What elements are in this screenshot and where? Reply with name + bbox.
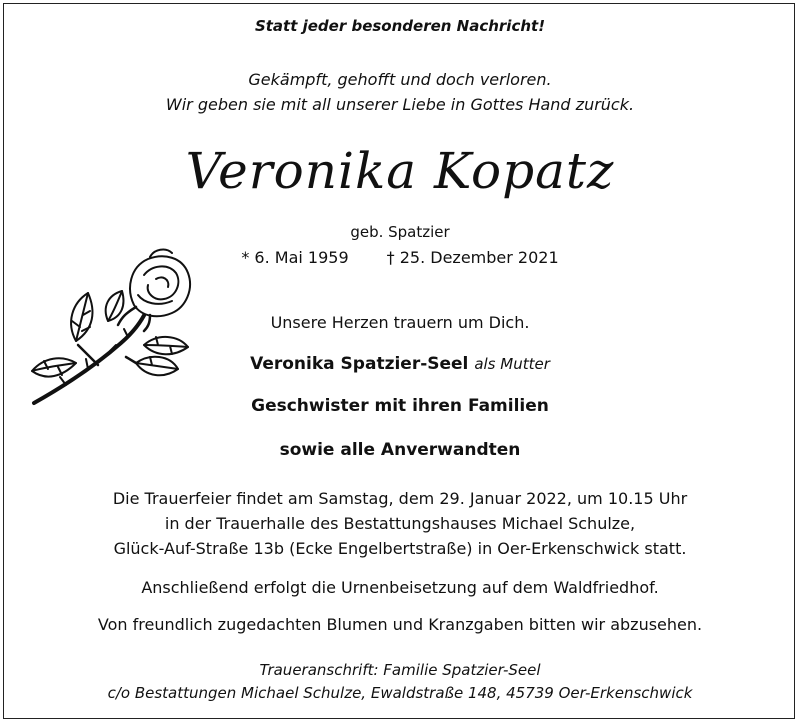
- mourning-address-line-2: c/o Bestattungen Michael Schulze, Ewaldstraße 148, 45739 Oer-Erkenschwick: [107, 684, 693, 702]
- verse-line-2: Wir geben sie mit all unserer Liebe in Gottes Hand zurück.: [165, 95, 635, 114]
- funeral-line-3: Glück-Auf-Straße 13b (Ecke Engelbertstraße) in Oer-Erkenschwick statt.: [113, 539, 687, 558]
- mourning-address-line-1: Traueranschrift: Familie Spatzier-Seel: [259, 661, 541, 679]
- mourner-siblings: Geschwister mit ihren Familien: [251, 396, 549, 416]
- death-date: † 25. Dezember 2021: [386, 248, 559, 267]
- funeral-line-1: Die Trauerfeier findet am Samstag, dem 29. Januar 2022, um 10.15 Uhr: [112, 489, 688, 508]
- birth-date: * 6. Mai 1959: [241, 248, 349, 267]
- mourner-name: Veronika Spatzier-Seel: [250, 354, 469, 374]
- mourner-primary: [0, 354, 800, 374]
- funeral-line-2: in der Trauerhalle des Bestattungshauses Michael Schulze,: [164, 514, 636, 533]
- deceased-name: Veronika Kopatz: [185, 142, 615, 200]
- mourning-line: Unsere Herzen trauern um Dich.: [270, 313, 530, 332]
- mourner-relatives: sowie alle Anverwandten: [279, 440, 521, 460]
- flowers-note: Von freundlich zugedachten Blumen und Kranzgaben bitten wir abzusehen.: [97, 615, 703, 634]
- rose-icon: [26, 245, 206, 420]
- verse-line-1: Gekämpft, gehofft und doch verloren.: [248, 70, 552, 89]
- burial-info: Anschließend erfolgt die Urnenbeisetzung auf dem Waldfriedhof.: [141, 578, 659, 597]
- mourner-relation: als Mutter: [474, 355, 550, 373]
- notice-header: Statt jeder besonderen Nachricht!: [254, 17, 546, 35]
- maiden-name: geb. Spatzier: [350, 223, 450, 241]
